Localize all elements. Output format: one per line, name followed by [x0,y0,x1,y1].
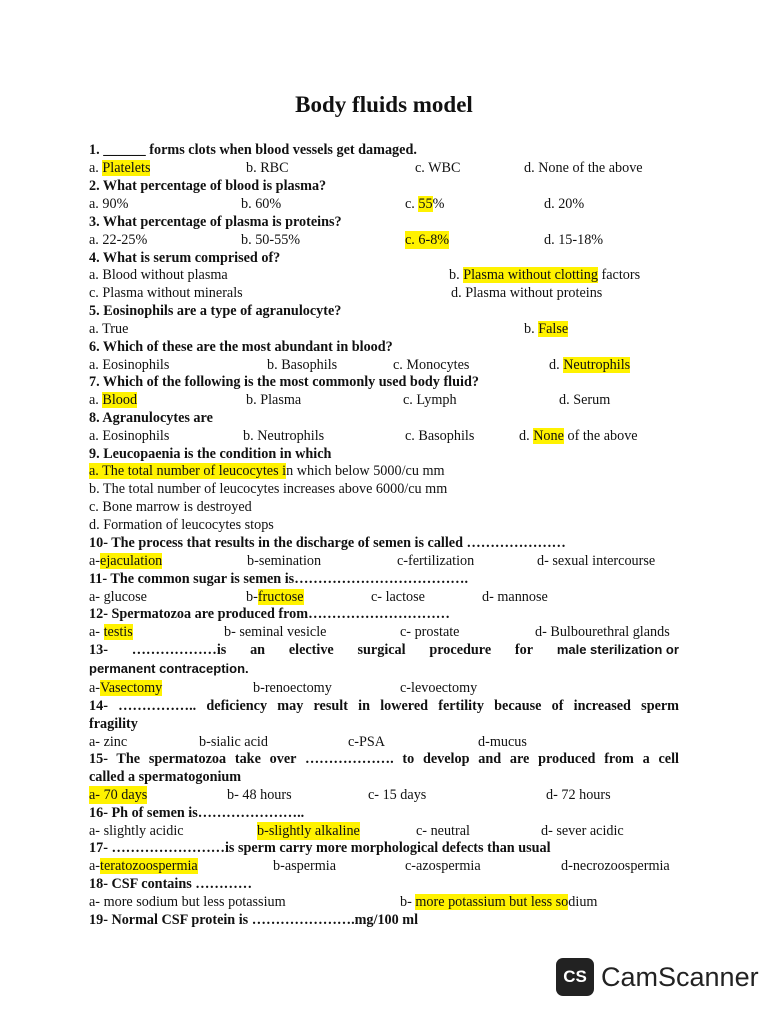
question-7: 7. Which of the following is the most commonly used body fluid? [89,374,479,390]
option-8b: b. Neutrophils [243,428,325,444]
question-11: 11- The common sugar is semen is………………………………. [89,571,469,587]
option-6b: b. Basophils [267,357,338,373]
option-9d: d. Formation of leucocytes stops [89,517,274,533]
option-9b: b. The total number of leucocytes increases above 6000/cu mm [89,481,448,497]
option-12c: c- prostate [400,624,460,640]
option-16d: d- sever acidic [541,823,624,839]
option-10c: c-fertilization [397,553,475,569]
option-3d: d. 15-18% [544,232,604,248]
option-17a: a-teratozoospermia [89,858,198,874]
question-15-line2: called a spermatogonium [89,769,242,785]
option-2a: a. 90% [89,196,129,212]
option-1c: c. WBC [415,160,461,176]
option-15d: d- 72 hours [546,787,611,803]
question-12: 12- Spermatozoa are produced from………………………… [89,606,450,622]
question-14: 14- …………….. deficiency may result in lowered fertility because of increased sperm [89,698,679,714]
option-3b: b. 50-55% [241,232,301,248]
option-7d: d. Serum [559,392,611,408]
option-10a: a-ejaculation [89,553,163,569]
option-2b: b. 60% [241,196,282,212]
option-9a: a. The total number of leucocytes in which below 5000/cu mm [89,463,445,479]
question-6: 6. Which of these are the most abundant in blood? [89,339,393,355]
option-4b: b. Plasma without clotting factors [449,267,641,283]
option-11d: d- mannose [482,589,548,605]
question-13-line2: permanent contraception. [89,661,249,676]
option-15a: a- 70 days [89,787,148,803]
option-1d: d. None of the above [524,160,643,176]
option-10b: b-semination [247,553,322,569]
question-5: 5. Eosinophils are a type of agranulocyte? [89,303,342,319]
question-1: 1. ______ forms clots when blood vessels get damaged. [89,142,417,158]
option-6c: c. Monocytes [393,357,470,373]
option-8c: c. Basophils [405,428,475,444]
option-10d: d- sexual intercourse [537,553,656,569]
page-title: Body fluids model [295,92,473,117]
option-7c: c. Lymph [403,392,457,408]
question-4: 4. What is serum comprised of? [89,250,281,266]
option-3c: c. 6-8% [405,232,450,248]
option-4d: d. Plasma without proteins [451,285,603,301]
option-2c: c. 55% [405,196,445,212]
option-12b: b- seminal vesicle [224,624,327,640]
question-15: 15- The spermatozoa take over ………………. to develop and are produced from a cell [89,751,679,767]
option-14a: a- zinc [89,734,128,750]
option-6a: a. Eosinophils [89,357,170,373]
option-3a: a. 22-25% [89,232,148,248]
option-11b: b-fructose [246,589,304,605]
option-18a: a- more sodium but less potassium [89,894,286,910]
option-16b: b-slightly alkaline [257,823,360,839]
question-8: 8. Agranulocytes are [89,410,213,426]
option-12a: a- testis [89,624,133,640]
option-16c: c- neutral [416,823,470,839]
question-9: 9. Leucopaenia is the condition in which [89,446,332,462]
option-17d: d-necrozoospermia [561,858,670,874]
option-11a: a- glucose [89,589,147,605]
option-5b: b. False [524,321,569,337]
option-14b: b-sialic acid [199,734,268,750]
question-19: 19- Normal CSF protein is ………………….mg/100 ml [89,912,419,928]
camscanner-logo [556,956,759,998]
option-14c: c-PSA [348,734,386,750]
question-17: 17- ……………………is sperm carry more morphological defects than usual [89,840,551,856]
option-8a: a. Eosinophils [89,428,170,444]
question-10: 10- The process that results in the discharge of semen is called ………………… [89,535,566,551]
question-16: 16- Ph of semen is………………….. [89,805,305,821]
option-17c: c-azospermia [405,858,481,874]
option-15b: b- 48 hours [227,787,292,803]
option-6d: d. Neutrophils [549,357,631,373]
option-15c: c- 15 days [368,787,427,803]
option-2d: d. 20% [544,196,585,212]
option-12d: d- Bulbourethral glands [535,624,670,640]
option-18b: b- more potassium but less sodium [400,894,598,910]
option-8d: d. None of the above [519,428,638,444]
question-2: 2. What percentage of blood is plasma? [89,178,327,194]
question-13: 13- ………………is an elective surgical procedure for male sterilization or [89,642,679,658]
question-14-line2: fragility [89,716,138,732]
option-4a: a. Blood without plasma [89,267,228,283]
camscanner-badge-icon: CS [556,958,594,996]
option-7a: a. Blood [89,392,138,408]
option-13c: c-levoectomy [400,680,478,696]
option-14d: d-mucus [478,734,527,750]
camscanner-wordmark: CamScanner [601,961,759,992]
option-1b: b. RBC [246,160,289,176]
option-9c: c. Bone marrow is destroyed [89,499,252,515]
question-3: 3. What percentage of plasma is proteins? [89,214,342,230]
option-13a: a-Vasectomy [89,680,163,696]
question-18: 18- CSF contains ………… [89,876,253,892]
option-4c: c. Plasma without minerals [89,285,243,301]
option-5a: a. True [89,321,129,337]
option-13b: b-renoectomy [253,680,332,696]
option-16a: a- slightly acidic [89,823,184,839]
option-1a: a. Platelets [89,160,151,176]
option-11c: c- lactose [371,589,425,605]
option-7b: b. Plasma [246,392,302,408]
option-17b: b-aspermia [273,858,337,874]
